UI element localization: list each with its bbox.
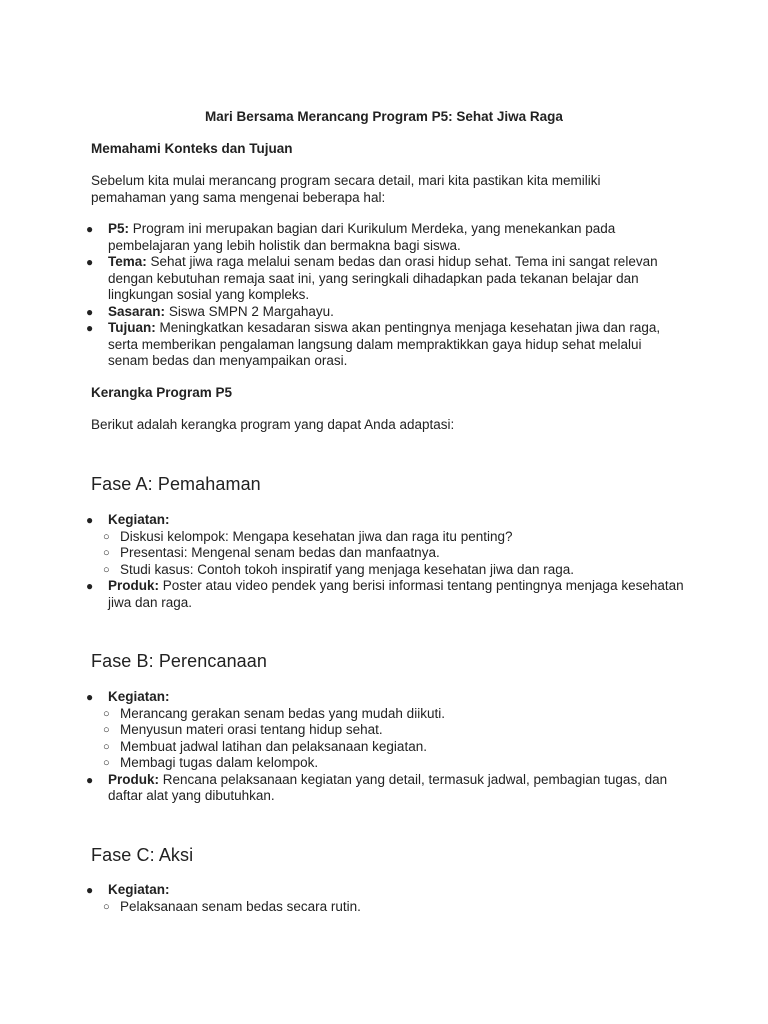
circle-bullet-icon: ○ xyxy=(103,530,110,543)
phase-b-list xyxy=(86,689,686,805)
sublist-item: ○ Merancang gerakan senam bedas yang mudah diikuti. xyxy=(103,705,445,721)
item-text: Meningkatkan kesadaran siswa akan pentingnya menjaga kesehatan jiwa dan raga, serta memberikan pengalaman langsung dalam mempraktikkan gaya hidup sehat melalui senam bedas dan menyampaikan orasi. xyxy=(108,320,661,368)
produk-text: Rencana pelaksanaan kegiatan yang detail, termasuk jadwal, pembagian tugas, dan daftar alat yang dibutuhkan. xyxy=(108,771,668,803)
circle-bullet-icon: ○ xyxy=(103,724,110,736)
list-item xyxy=(86,320,676,370)
list-item xyxy=(86,304,676,321)
section-heading-konteks: Memahami Konteks dan Tujuan xyxy=(91,141,293,156)
item-label: Tujuan: xyxy=(108,320,156,335)
sublist-item: ○ Membuat jadwal latihan dan pelaksanaan kegiatan. xyxy=(103,738,427,754)
kegiatan-sublist xyxy=(103,529,686,579)
sublist-item: ○ Studi kasus: Contoh tokoh inspiratif yang menjaga kesehatan jiwa dan raga. xyxy=(103,561,575,577)
produk-text: Poster atau video pendek yang berisi informasi tentang pentingnya menjaga kesehatan jiwa dan raga. xyxy=(108,578,684,610)
sublist-item: ○ Presentasi: Mengenal senam bedas dan manfaatnya. xyxy=(103,545,440,560)
bullet-icon: ● xyxy=(86,321,94,335)
list-item xyxy=(86,882,686,915)
bullet-icon: ● xyxy=(86,513,94,527)
circle-bullet-icon: ○ xyxy=(103,740,110,753)
phase-c-heading: Fase C: Aksi xyxy=(91,845,194,865)
section-intro-konteks: Sebelum kita mulai merancang program secara detail, mari kita pastikan kita memiliki pemahaman yang sama mengenai beberapa hal: xyxy=(91,173,601,205)
list-item xyxy=(86,578,686,611)
bullet-icon: ● xyxy=(86,690,94,704)
item-label: Sasaran: xyxy=(108,303,166,319)
bullet-icon: ● xyxy=(86,883,94,897)
produk-label: Produk: xyxy=(108,771,160,787)
bullet-icon: ● xyxy=(86,772,94,787)
item-label: Tema: xyxy=(108,254,147,269)
item-text: Siswa SMPN 2 Margahayu. xyxy=(168,303,334,319)
bullet-icon: ● xyxy=(86,579,94,593)
section-heading-kerangka: Kerangka Program P5 xyxy=(91,385,233,400)
list-item xyxy=(86,689,686,772)
circle-bullet-icon: ○ xyxy=(103,563,110,576)
document-title: Mari Bersama Merancang Program P5: Sehat Jiwa Raga xyxy=(205,109,563,124)
kegiatan-label: Kegiatan: xyxy=(108,512,170,527)
produk-label: Produk: xyxy=(108,578,160,593)
item-text: Program ini merupakan bagian dari Kurikulum Merdeka, yang menekankan pada pembelajaran yang lebih holistik dan bermakna bagi siswa. xyxy=(108,221,616,253)
circle-bullet-icon: ○ xyxy=(103,547,110,559)
sublist-item: ○ Menyusun materi orasi tentang hidup sehat. xyxy=(103,722,383,737)
kegiatan-label: Kegiatan: xyxy=(108,689,170,704)
kegiatan-sublist xyxy=(103,899,686,916)
kegiatan-label: Kegiatan: xyxy=(108,882,170,897)
konteks-list xyxy=(86,221,676,370)
sublist-item: ○ Diskusi kelompok: Mengapa kesehatan jiwa dan raga itu penting? xyxy=(103,528,513,544)
circle-bullet-icon: ○ xyxy=(103,707,110,720)
section-intro-kerangka: Berikut adalah kerangka program yang dapat Anda adaptasi: xyxy=(91,417,455,432)
bullet-icon: ● xyxy=(86,255,94,269)
item-label: P5: xyxy=(108,221,130,236)
phase-b-heading: Fase B: Perencanaan xyxy=(91,651,268,671)
circle-bullet-icon: ○ xyxy=(103,900,110,913)
list-item xyxy=(86,772,686,805)
sublist-item: ○ Membagi tugas dalam kelompok. xyxy=(103,755,319,770)
bullet-icon: ● xyxy=(86,304,94,319)
list-item xyxy=(86,254,676,304)
sublist-item: ○ Pelaksanaan senam bedas secara rutin. xyxy=(103,898,361,914)
list-item xyxy=(86,221,676,254)
kegiatan-sublist xyxy=(103,706,686,772)
phase-a-heading: Fase A: Pemahaman xyxy=(91,474,261,494)
phase-c-list xyxy=(86,882,686,915)
phase-a-list xyxy=(86,512,686,611)
list-item xyxy=(86,512,686,578)
bullet-icon: ● xyxy=(86,222,94,236)
item-text: Sehat jiwa raga melalui senam bedas dan orasi hidup sehat. Tema ini sangat relevan dengan kebutuhan remaja saat ini, yang seringkali dihadapkan pada tekanan belajar dan lingkungan sosial yang kompleks. xyxy=(108,254,658,302)
circle-bullet-icon: ○ xyxy=(103,757,110,769)
